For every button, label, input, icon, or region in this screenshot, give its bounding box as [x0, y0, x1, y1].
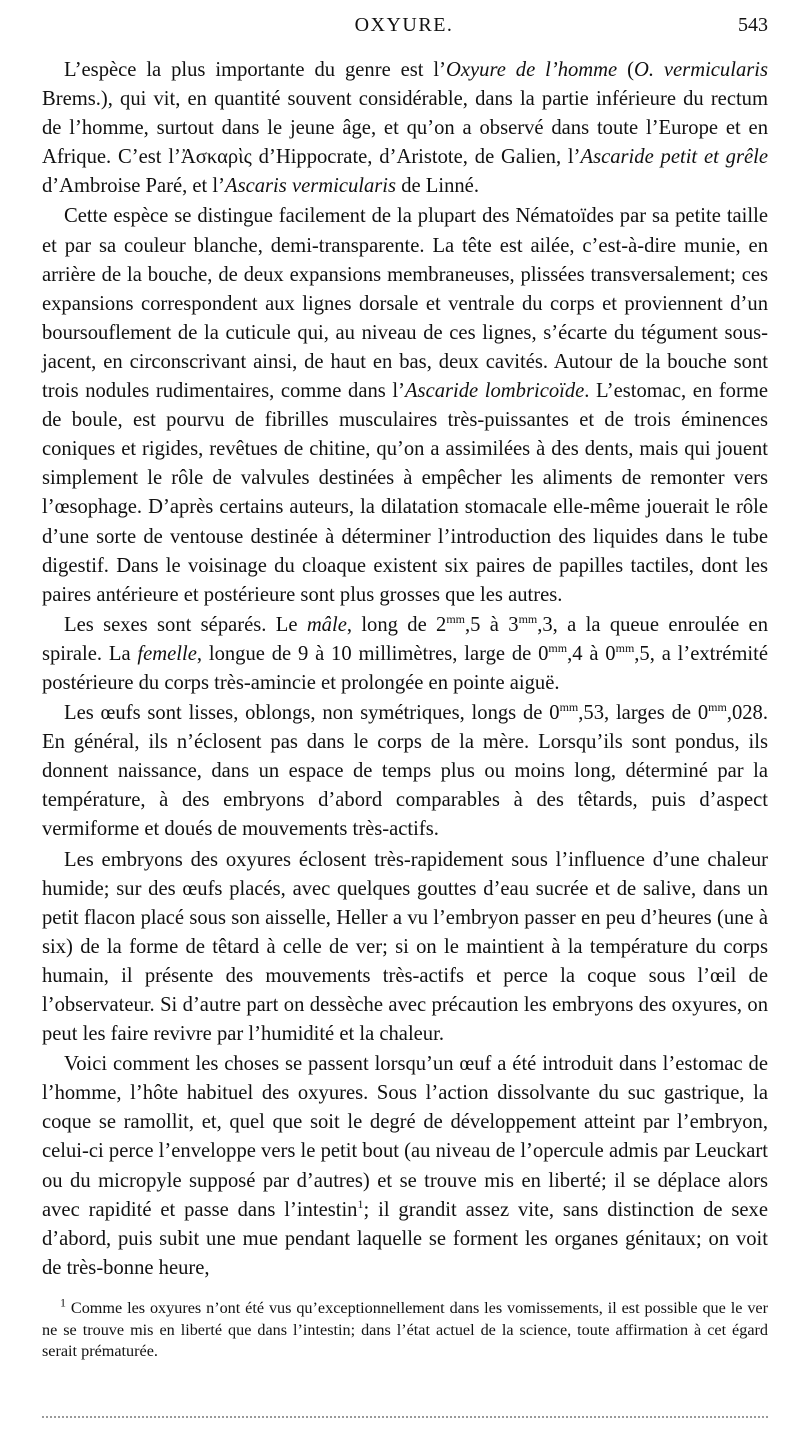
- text-run: (: [617, 59, 634, 81]
- text-run: Les embryons des oxyures éclosent très-rapidement sous l’influence d’une chaleur humide; sur des œufs placés, avec quelques gouttes d’eau sucrée et de salive, dans un petit flacon placé sous son aisselle, Heller a vu l’embryon passer en peu d’heures (une à six) de la forme de têtard à celle de ver; si on le maintient à la température du corps humain, il présente des mouvements très-actifs et perce la coque sous l’œil de l’observateur. Si d’autre part on dessèche avec précaution les embryons des oxyures, on peut les faire revivre par l’humidité et la chaleur.: [42, 848, 768, 1046]
- bottom-rule: [42, 1416, 768, 1418]
- running-title: OXYURE.: [354, 14, 454, 36]
- text-run: Cette espèce se distingue facilement de la plupart des Nématoïdes par sa petite taille et par sa couleur blanche, demi-transparente. La tête est ailée, c’est-à-dire munie, en arrière de la bouche, de deux expansions membraneuses, plissées transversalement; ces expansions correspondent aux lignes dorsale et ventrale du corps et proviennent d’un boursouflement de la cuticule qui, au niveau de ces lignes, s’écarte du tégument sous-jacent, en circonscrivant ainsi, de haut en bas, deux cavités. Autour de la bouche sont trois nodules rudimentaires, comme dans l’: [42, 205, 768, 403]
- italic-text: Oxyure de l’homme: [446, 59, 618, 81]
- text-run: ,53, larges de 0: [578, 702, 709, 725]
- italic-text: O. vermicularis: [633, 59, 768, 81]
- footnote-marker: 1: [60, 1295, 66, 1310]
- text-run: L’espèce la plus importante du genre est l’: [64, 59, 447, 81]
- superscript: 1: [357, 1196, 364, 1211]
- superscript: mm: [559, 700, 579, 715]
- superscript: mm: [548, 641, 568, 656]
- paragraph-eggs: [42, 699, 768, 844]
- superscript: mm: [615, 641, 635, 656]
- text-run: d’Ambroise Paré, et l’: [42, 175, 226, 198]
- paragraph-sexes: [42, 611, 768, 698]
- text-run: Brems.), qui vit, en quantité souvent considérable, dans la partie inférieure du rectum de l’homme, surtout dans le jeune âge, et qu’on a observé dans toute l’Europe et en Afrique. C’est l’Ἀσκαρὶς d’Hippocrate, d’Aristote, de Galien, l’: [42, 88, 768, 169]
- paragraph-description: [42, 202, 768, 609]
- italic-text: Ascaride petit et grêle: [580, 146, 768, 169]
- text-run: ,3, a la queue enroulée en spirale. La: [42, 613, 768, 665]
- footnote: [42, 1295, 768, 1363]
- text-run: ,028. En général, ils n’éclosent pas dans le corps de la mère. Lorsqu’ils sont pondus, ils donnent naissance, dans un espace de temps plus ou moins long, déterminé par la température, à des embryons d’abord comparables à des têtards, puis d’aspect vermiforme et doués de mouvements très-actifs.: [42, 702, 768, 841]
- text-run: ,5 à 3: [465, 613, 519, 636]
- text-run: Les œufs sont lisses, oblongs, non symétriques, longs de 0: [64, 702, 560, 725]
- superscript: mm: [518, 611, 538, 626]
- paragraph-embryos: [42, 846, 768, 1050]
- superscript: mm: [708, 700, 727, 715]
- italic-text: mâle: [306, 613, 347, 636]
- text-run: . L’estomac, en forme de boule, est pourvu de fibrilles musculaires très-puissantes et de trois éminences coniques et rigides, revêtues de chitine, qu’on a assimilées à des dents, mais qui jouent simplement le rôle de valvules destinées à empêcher les aliments de remonter vers l’œsophage. D’après certains auteurs, la dilatation stomacale elle-même jouerait le rôle d’une sorte de ventouse destinée à déterminer l’introduction des liquides dans le tube digestif. Dans le voisinage du cloaque existent six paires de papilles tactiles, dont les paires antérieure et postérieure sont plus grosses que les autres.: [42, 380, 769, 606]
- text-run: de Linné.: [396, 175, 479, 198]
- superscript: mm: [446, 611, 466, 626]
- footnote-text: Comme les oxyures n’ont été vus qu’exceptionnellement dans les vomissements, il est possible que le ver ne se trouve mis en liberté que dans l’intestin; dans l’état actuel de la science, toute affirmation à cet égard serait prématurée.: [42, 1299, 768, 1360]
- text-run: ,5, a l’extrémité postérieure du corps très-amincie et prolongée en pointe aiguë.: [42, 642, 768, 694]
- text-run: , longue de 9 à 10 millimètres, large de 0: [196, 642, 549, 665]
- italic-text: femelle: [137, 642, 197, 665]
- page-number: 543: [738, 14, 768, 36]
- italic-text: Ascaris vermicularis: [225, 175, 397, 198]
- text-run: ; il grandit assez vite, sans distinction de sexe d’abord, puis subit une mue pendant laquelle se forment les organes génitaux; on voit de très-bonne heure,: [42, 1198, 768, 1279]
- italic-text: Ascaride lombricoïde: [404, 380, 585, 403]
- paragraph-human-pinworm: [42, 56, 768, 201]
- text-run: , long de 2: [346, 613, 447, 636]
- text-run: Les sexes sont séparés. Le: [64, 613, 307, 636]
- body-text: [42, 56, 768, 1283]
- text-run: ,4 à 0: [567, 642, 616, 665]
- page-header: [40, 14, 768, 46]
- paragraph-development: [42, 1050, 768, 1283]
- text-run: Voici comment les choses se passent lorsqu’un œuf a été introduit dans l’estomac de l’homme, l’hôte habituel des oxyures. Sous l’action dissolvante du suc gastrique, la coque se ramollit, et, quel que soit le degré de développement atteint par l’embryon, celui-ci perce l’enveloppe vers le petit bout (au niveau de l’opercule admis par Leuckart ou du micropyle supposé par d’autres) et se trouve mis en liberté; il se déplace alors avec rapidité et passe dans l’intestin: [42, 1053, 768, 1221]
